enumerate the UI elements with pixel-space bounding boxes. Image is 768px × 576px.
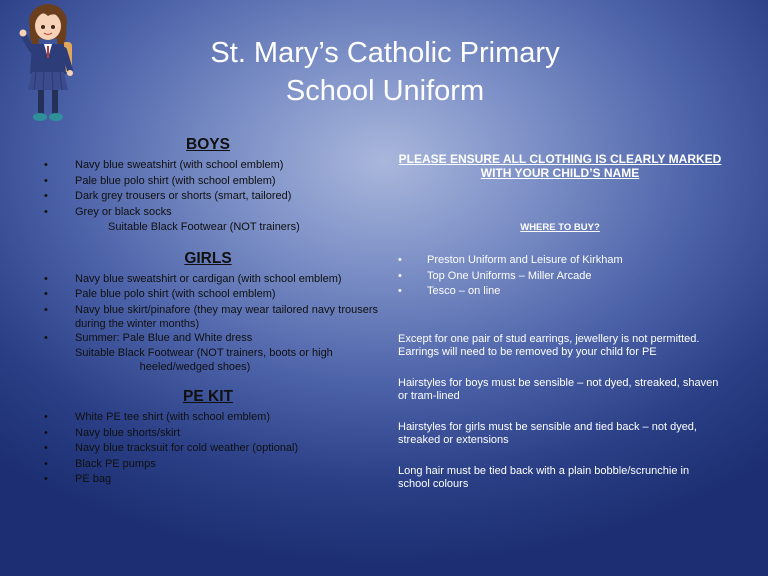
list-item: • Navy blue tracksuit for cold weather (optional) [38,441,378,457]
list-item: • Summer: Pale Blue and White dress [38,331,378,347]
title-line-1: St. Mary’s Catholic Primary [210,37,560,69]
uniform-lists [38,136,378,488]
list-item: • Navy blue sweatshirt or cardigan (with school emblem) [38,272,378,288]
list-item: • White PE tee shirt (with school emblem) [38,410,378,426]
girls-footwear-line-1: Suitable Black Footwear (NOT trainers, boots or high [75,347,333,359]
long-hair-rule: Long hair must be tied back with a plain bobble/scrunchie in school colours [398,464,690,490]
list-item: • Grey or black socks [38,205,378,221]
page-title [150,34,620,110]
schoolgirl-illustration [18,2,84,128]
jewellery-rule: Except for one pair of stud earrings, jewellery is not permitted. Earrings will need to be removed by your child for PE [398,332,700,358]
information-panel [398,152,722,491]
boys-list [38,158,378,220]
boys-hair-rule: Hairstyles for boys must be sensible – not dyed, streaked, shaven or tram-lined [398,376,719,402]
list-item: • PE bag [38,472,378,488]
girls-footwear-note [38,346,378,374]
pe-kit-heading: PE KIT [183,388,233,405]
list-item: • Tesco – on line [398,284,722,300]
notice-line-2: WITH YOUR CHILD’S NAME [480,166,640,180]
title-line-2: School Uniform [285,75,485,107]
list-item: • Black PE pumps [38,457,378,473]
list-item: • Dark grey trousers or shorts (smart, tailored) [38,189,378,205]
girls-heading: GIRLS [184,249,232,267]
list-item: • Pale blue polo shirt (with school emblem) [38,287,378,303]
girls-list [38,272,378,347]
shops-list [398,253,722,300]
list-item: • Pale blue polo shirt (with school emblem) [38,174,378,190]
list-item: • Navy blue skirt/pinafore (they may wear tailored navy trousers during the winter months) [38,303,378,331]
notice-line-1: PLEASE ENSURE ALL CLOTHING IS CLEARLY MARKED [398,152,722,166]
list-item: • Navy blue sweatshirt (with school emblem) [38,158,378,174]
girls-hair-rule: Hairstyles for girls must be sensible and tied back – not dyed, streaked or extensions [398,420,697,446]
boys-footwear-note: Suitable Black Footwear (NOT trainers) [108,221,300,233]
labelling-notice [398,152,722,180]
list-item: • Preston Uniform and Leisure of Kirkham [398,253,722,269]
where-to-buy-heading: WHERE TO BUY? [520,222,600,233]
boys-heading: BOYS [186,136,230,153]
girls-footwear-line-2: heeled/wedged shoes) [139,361,251,373]
pe-kit-list [38,410,378,488]
list-item: • Top One Uniforms – Miller Arcade [398,269,722,285]
list-item: • Navy blue shorts/skirt [38,426,378,442]
